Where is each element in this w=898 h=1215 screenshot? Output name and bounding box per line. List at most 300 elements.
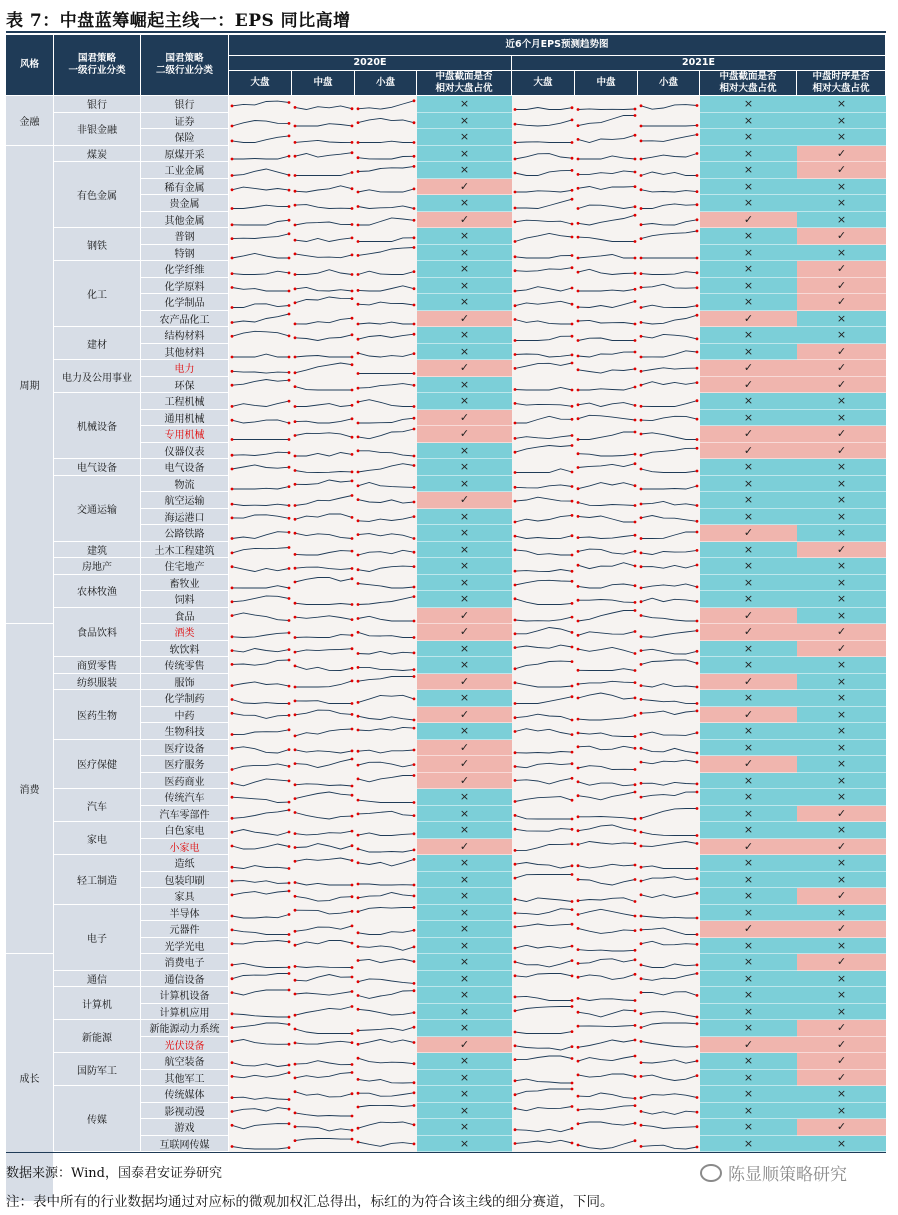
sparkline-endpoint <box>231 454 234 457</box>
sparkline-cell <box>292 1119 355 1136</box>
sparkline-cell <box>355 888 417 905</box>
cross-icon: × <box>797 756 886 773</box>
sparkline-endpoint <box>413 698 416 701</box>
level2-cell: 软饮料 <box>141 641 229 658</box>
sparkline-endpoint <box>577 585 580 588</box>
sparkline-endpoint <box>640 977 643 980</box>
sparkline-cell <box>512 1004 575 1021</box>
sparkline-endpoint <box>571 751 574 754</box>
sparkline-endpoint <box>351 758 354 761</box>
cross-icon: × <box>417 657 512 674</box>
sparkline-endpoint <box>634 1039 637 1042</box>
cross-icon: × <box>417 987 512 1004</box>
sparkline-endpoint <box>640 286 643 289</box>
sparkline-endpoint <box>571 1005 574 1008</box>
sparkline-endpoint <box>571 999 574 1002</box>
sparkline-cell <box>638 393 700 410</box>
level2-cell: 贵金属 <box>141 195 229 212</box>
sparkline-endpoint <box>231 419 234 422</box>
check-icon: ✓ <box>797 1119 886 1136</box>
sparkline-endpoint <box>351 966 354 969</box>
sparkline-cell <box>355 608 417 625</box>
sparkline-endpoint <box>577 1074 580 1077</box>
check-icon: ✓ <box>417 740 512 757</box>
level1-cell: 电力及公用事业 <box>54 360 141 393</box>
sparkline-endpoint <box>288 1023 291 1026</box>
sparkline-endpoint <box>571 534 574 537</box>
watermark <box>700 1160 847 1185</box>
sparkline-endpoint <box>514 486 517 489</box>
sparkline-endpoint <box>571 266 574 269</box>
sparkline-endpoint <box>357 848 360 851</box>
sparkline-endpoint <box>288 989 291 992</box>
sparkline-endpoint <box>696 710 699 713</box>
sparkline-endpoint <box>514 220 517 223</box>
sparkline-cell <box>229 1053 292 1070</box>
sparkline-endpoint <box>696 190 699 193</box>
sparkline-cell <box>229 459 292 476</box>
sparkline-endpoint <box>357 170 360 173</box>
sparkline-cell <box>575 245 638 262</box>
sparkline-endpoint <box>357 1106 360 1109</box>
sparkline-endpoint <box>351 680 354 683</box>
sparkline-endpoint <box>294 944 297 947</box>
sparkline-endpoint <box>288 356 291 359</box>
sparkline-endpoint <box>514 716 517 719</box>
sparkline-cell <box>512 740 575 757</box>
sparkline-cell <box>229 228 292 245</box>
sparkline-cell <box>229 1020 292 1037</box>
cross-icon: × <box>417 1070 512 1087</box>
level2-cell: 造纸 <box>141 855 229 872</box>
sparkline-endpoint <box>413 849 416 852</box>
sparkline-cell <box>575 228 638 245</box>
sparkline-endpoint <box>231 977 234 980</box>
sparkline-endpoint <box>571 1057 574 1060</box>
sparkline-endpoint <box>231 894 234 897</box>
sparkline-cell <box>512 674 575 691</box>
sparkline-endpoint <box>577 173 580 176</box>
sparkline-endpoint <box>288 882 291 885</box>
sparkline-endpoint <box>634 300 637 303</box>
sparkline-endpoint <box>634 1075 637 1078</box>
sparkline-endpoint <box>413 333 416 336</box>
cross-icon: × <box>797 393 886 410</box>
sparkline-endpoint <box>231 468 234 471</box>
sparkline-endpoint <box>357 568 360 571</box>
sparkline-endpoint <box>288 189 291 192</box>
check-icon: ✓ <box>797 1070 886 1087</box>
cross-icon: × <box>700 228 797 245</box>
sparkline-endpoint <box>231 517 234 520</box>
sparkline-cell <box>512 542 575 559</box>
level2-cell: 化学原料 <box>141 278 229 295</box>
sparkline-cell <box>575 591 638 608</box>
sparkline-endpoint <box>571 354 574 357</box>
sparkline-cell <box>355 740 417 757</box>
level2-cell: 包装印刷 <box>141 872 229 889</box>
sparkline-cell <box>229 278 292 295</box>
sparkline-endpoint <box>634 565 637 568</box>
sparkline-endpoint <box>231 306 234 309</box>
sparkline-cell <box>355 921 417 938</box>
sparkline-endpoint <box>640 866 643 869</box>
sparkline-endpoint <box>294 371 297 374</box>
sparkline-cell <box>575 954 638 971</box>
style-cell: 金融 <box>6 96 54 146</box>
sparkline-endpoint <box>413 774 416 777</box>
sparkline-endpoint <box>231 405 234 408</box>
level2-cell: 游戏 <box>141 1119 229 1136</box>
sparkline-endpoint <box>288 1043 291 1046</box>
sparkline-endpoint <box>577 339 580 342</box>
sparkline-cell <box>355 839 417 856</box>
sparkline-endpoint <box>357 799 360 802</box>
level2-cell: 传统零售 <box>141 657 229 674</box>
sparkline-cell <box>355 905 417 922</box>
sparkline-endpoint <box>413 1091 416 1094</box>
cross-icon: × <box>700 855 797 872</box>
check-icon: ✓ <box>797 1020 886 1037</box>
sparkline-cell <box>512 360 575 377</box>
sparkline-cell <box>638 1020 700 1037</box>
level2-cell: 汽车零部件 <box>141 806 229 823</box>
sparkline-endpoint <box>640 468 643 471</box>
sparkline-endpoint <box>294 616 297 619</box>
sparkline-endpoint <box>413 895 416 898</box>
sparkline-endpoint <box>514 877 517 880</box>
sparkline-cell <box>229 344 292 361</box>
sparkline-cell <box>229 987 292 1004</box>
sparkline-cell <box>229 360 292 377</box>
cross-icon: × <box>797 690 886 707</box>
sparkline-endpoint <box>571 975 574 978</box>
sparkline-cell <box>638 839 700 856</box>
sparkline-cell <box>292 1037 355 1054</box>
sparkline-endpoint <box>294 125 297 128</box>
sparkline-endpoint <box>696 470 699 473</box>
sparkline-endpoint <box>351 363 354 366</box>
cross-icon: × <box>797 245 886 262</box>
sparkline-endpoint <box>640 384 643 387</box>
sparkline-endpoint <box>294 762 297 765</box>
sparkline-cell <box>229 476 292 493</box>
sparkline-endpoint <box>413 99 416 102</box>
level2-cell: 新能源动力系统 <box>141 1020 229 1037</box>
level2-cell: 计算机设备 <box>141 987 229 1004</box>
sparkline-endpoint <box>357 680 360 683</box>
sparkline-endpoint <box>514 123 517 126</box>
sparkline-endpoint <box>696 1125 699 1128</box>
sparkline-cell <box>575 1020 638 1037</box>
sparkline-cell <box>512 773 575 790</box>
level1-cell: 电气设备 <box>54 459 141 476</box>
sparkline-endpoint <box>571 362 574 365</box>
sparkline-endpoint <box>640 1124 643 1127</box>
check-icon: ✓ <box>797 426 886 443</box>
sparkline-endpoint <box>294 979 297 982</box>
sparkline-endpoint <box>571 335 574 338</box>
sparkline-endpoint <box>571 254 574 257</box>
sparkline-endpoint <box>577 108 580 111</box>
sparkline-endpoint <box>351 750 354 753</box>
sparkline-endpoint <box>351 297 354 300</box>
sparkline-cell <box>229 674 292 691</box>
sparkline-endpoint <box>634 818 637 821</box>
sparkline-cell <box>292 1070 355 1087</box>
check-icon: ✓ <box>797 443 886 460</box>
sparkline-cell <box>638 707 700 724</box>
sparkline-endpoint <box>634 783 637 786</box>
sparkline-endpoint <box>640 158 643 161</box>
header-style: 风格 <box>6 35 54 96</box>
sparkline-endpoint <box>640 488 643 491</box>
sparkline-cell <box>229 245 292 262</box>
cross-icon: × <box>700 558 797 575</box>
sparkline-endpoint <box>231 1040 234 1043</box>
sparkline-cell <box>229 525 292 542</box>
sparkline-endpoint <box>357 372 360 375</box>
sparkline-endpoint <box>294 686 297 689</box>
sparkline-endpoint <box>640 928 643 931</box>
sparkline-endpoint <box>288 1146 291 1149</box>
level2-cell: 仪器仪表 <box>141 443 229 460</box>
sparkline-cell <box>575 1070 638 1087</box>
level1-cell: 电子 <box>54 905 141 971</box>
sparkline-endpoint <box>696 438 699 441</box>
cross-icon: × <box>700 1053 797 1070</box>
cross-icon: × <box>700 575 797 592</box>
sparkline-endpoint <box>294 518 297 521</box>
sparkline-endpoint <box>294 797 297 800</box>
sparkline-cell <box>512 1119 575 1136</box>
sparkline-endpoint <box>288 966 291 969</box>
sparkline-endpoint <box>231 503 234 506</box>
sparkline-endpoint <box>571 945 574 948</box>
sparkline-endpoint <box>514 1009 517 1012</box>
cross-icon: × <box>417 690 512 707</box>
sparkline-endpoint <box>288 219 291 222</box>
sparkline-cell <box>575 1053 638 1070</box>
sparkline-endpoint <box>640 600 643 603</box>
level1-cell: 银行 <box>54 96 141 113</box>
sparkline-endpoint <box>413 501 416 504</box>
sparkline-endpoint <box>288 257 291 260</box>
sparkline-endpoint <box>357 533 360 536</box>
check-icon: ✓ <box>700 443 797 460</box>
sparkline-endpoint <box>571 405 574 408</box>
sparkline-endpoint <box>231 587 234 590</box>
sparkline-cell <box>512 872 575 889</box>
sparkline-endpoint <box>357 603 360 606</box>
sparkline-endpoint <box>294 190 297 193</box>
check-icon: ✓ <box>417 624 512 641</box>
sparkline-cell <box>229 1037 292 1054</box>
cross-icon: × <box>797 872 886 889</box>
sparkline-cell <box>229 558 292 575</box>
sparkline-cell <box>292 591 355 608</box>
sparkline-endpoint <box>577 417 580 420</box>
sparkline-endpoint <box>634 1055 637 1058</box>
level2-cell: 通信设备 <box>141 971 229 988</box>
sparkline-endpoint <box>413 246 416 249</box>
sparkline-endpoint <box>634 609 637 612</box>
sparkline-endpoint <box>571 733 574 736</box>
sparkline-cell <box>292 443 355 460</box>
sparkline-endpoint <box>634 829 637 832</box>
cross-icon: × <box>417 1119 512 1136</box>
sparkline-endpoint <box>640 537 643 540</box>
sparkline-endpoint <box>696 1045 699 1048</box>
sparkline-endpoint <box>571 1127 574 1130</box>
sparkline-endpoint <box>640 684 643 687</box>
check-icon: ✓ <box>417 179 512 196</box>
sparkline-endpoint <box>357 1057 360 1060</box>
sparkline-endpoint <box>571 864 574 867</box>
cross-icon: × <box>417 723 512 740</box>
sparkline-cell <box>575 311 638 328</box>
sparkline-endpoint <box>571 908 574 911</box>
sparkline-endpoint <box>351 603 354 606</box>
sparkline-endpoint <box>413 801 416 804</box>
sparkline-endpoint <box>577 878 580 881</box>
sparkline-endpoint <box>288 801 291 804</box>
sparkline-endpoint <box>640 140 643 143</box>
cross-icon: × <box>797 492 886 509</box>
sparkline-endpoint <box>640 1075 643 1078</box>
sparkline-endpoint <box>634 1139 637 1142</box>
sparkline-endpoint <box>577 948 580 951</box>
sparkline-cell <box>292 690 355 707</box>
sparkline-endpoint <box>231 880 234 883</box>
level2-cell: 结构材料 <box>141 327 229 344</box>
level2-cell: 航空运输 <box>141 492 229 509</box>
sparkline-endpoint <box>634 747 637 750</box>
style-cell: 成长 <box>6 954 54 1202</box>
sparkline-endpoint <box>571 959 574 962</box>
sparkline-endpoint <box>288 485 291 488</box>
check-icon: ✓ <box>797 954 886 971</box>
check-icon: ✓ <box>797 162 886 179</box>
sparkline-endpoint <box>294 504 297 507</box>
sparkline-endpoint <box>351 290 354 293</box>
sparkline-endpoint <box>577 669 580 672</box>
level2-cell: 保险 <box>141 129 229 146</box>
sparkline-cell <box>229 1086 292 1103</box>
cross-icon: × <box>700 113 797 130</box>
sparkline-endpoint <box>514 367 517 370</box>
sparkline-cell <box>229 542 292 559</box>
sparkline-endpoint <box>288 780 291 783</box>
sparkline-endpoint <box>351 389 354 392</box>
sparkline-endpoint <box>357 1141 360 1144</box>
sparkline-cell <box>512 344 575 361</box>
sparkline-endpoint <box>413 586 416 589</box>
sparkline-endpoint <box>294 1139 297 1142</box>
wechat-icon <box>700 1164 722 1182</box>
level2-cell: 食品 <box>141 608 229 625</box>
sparkline-endpoint <box>577 187 580 190</box>
sparkline-endpoint <box>514 353 517 356</box>
sparkline-cell <box>229 756 292 773</box>
sparkline-endpoint <box>294 273 297 276</box>
level1-cell: 食品饮料 <box>54 608 141 658</box>
sparkline-endpoint <box>351 436 354 439</box>
sparkline-endpoint <box>696 877 699 880</box>
sparkline-endpoint <box>413 236 416 239</box>
sparkline-cell <box>292 360 355 377</box>
sparkline-endpoint <box>288 648 291 651</box>
level2-cell: 住宅地产 <box>141 558 229 575</box>
sparkline-endpoint <box>577 697 580 700</box>
sparkline-cell <box>512 921 575 938</box>
sparkline-cell <box>638 129 700 146</box>
sparkline-endpoint <box>577 536 580 539</box>
sparkline-cell <box>638 294 700 311</box>
cross-icon: × <box>417 641 512 658</box>
level2-cell: 小家电 <box>141 839 229 856</box>
cross-icon: × <box>700 971 797 988</box>
sparkline-cell <box>355 1004 417 1021</box>
sparkline-endpoint <box>294 748 297 751</box>
cross-icon: × <box>417 129 512 146</box>
sparkline-endpoint <box>351 925 354 928</box>
cross-icon: × <box>797 905 886 922</box>
sparkline-endpoint <box>514 646 517 649</box>
sparkline-cell <box>229 129 292 146</box>
sparkline-endpoint <box>577 732 580 735</box>
sparkline-endpoint <box>640 831 643 834</box>
sparkline-cell <box>575 624 638 641</box>
sparkline-endpoint <box>351 884 354 887</box>
sparkline-endpoint <box>577 648 580 651</box>
sparkline-endpoint <box>634 404 637 407</box>
sparkline-endpoint <box>514 619 517 622</box>
sparkline-cell <box>292 674 355 691</box>
sparkline-endpoint <box>577 290 580 293</box>
sparkline-endpoint <box>514 339 517 342</box>
sparkline-endpoint <box>514 828 517 831</box>
check-icon: ✓ <box>417 311 512 328</box>
sparkline-endpoint <box>294 567 297 570</box>
sparkline-endpoint <box>577 829 580 832</box>
sparkline-endpoint <box>634 714 637 717</box>
sparkline-endpoint <box>634 768 637 771</box>
sparkline-endpoint <box>413 121 416 124</box>
sparkline-endpoint <box>351 107 354 110</box>
sparkline-cell <box>638 261 700 278</box>
sparkline-endpoint <box>634 171 637 174</box>
check-icon: ✓ <box>417 773 512 790</box>
sparkline-cell <box>575 410 638 427</box>
watermark-text: 陈显顺策略研究 <box>728 1165 847 1185</box>
sparkline-cell <box>575 212 638 229</box>
sparkline-cell <box>292 657 355 674</box>
sparkline-endpoint <box>696 367 699 370</box>
sparkline-endpoint <box>696 972 699 975</box>
sparkline-endpoint <box>634 158 637 161</box>
sparkline-cell <box>575 426 638 443</box>
sparkline-endpoint <box>514 402 517 405</box>
cross-icon: × <box>700 129 797 146</box>
sparkline-cell <box>355 261 417 278</box>
level2-cell: 消费电子 <box>141 954 229 971</box>
sparkline-cell <box>229 657 292 674</box>
cross-icon: × <box>417 806 512 823</box>
sparkline-endpoint <box>288 1108 291 1111</box>
cross-icon: × <box>700 789 797 806</box>
sparkline-endpoint <box>634 339 637 342</box>
